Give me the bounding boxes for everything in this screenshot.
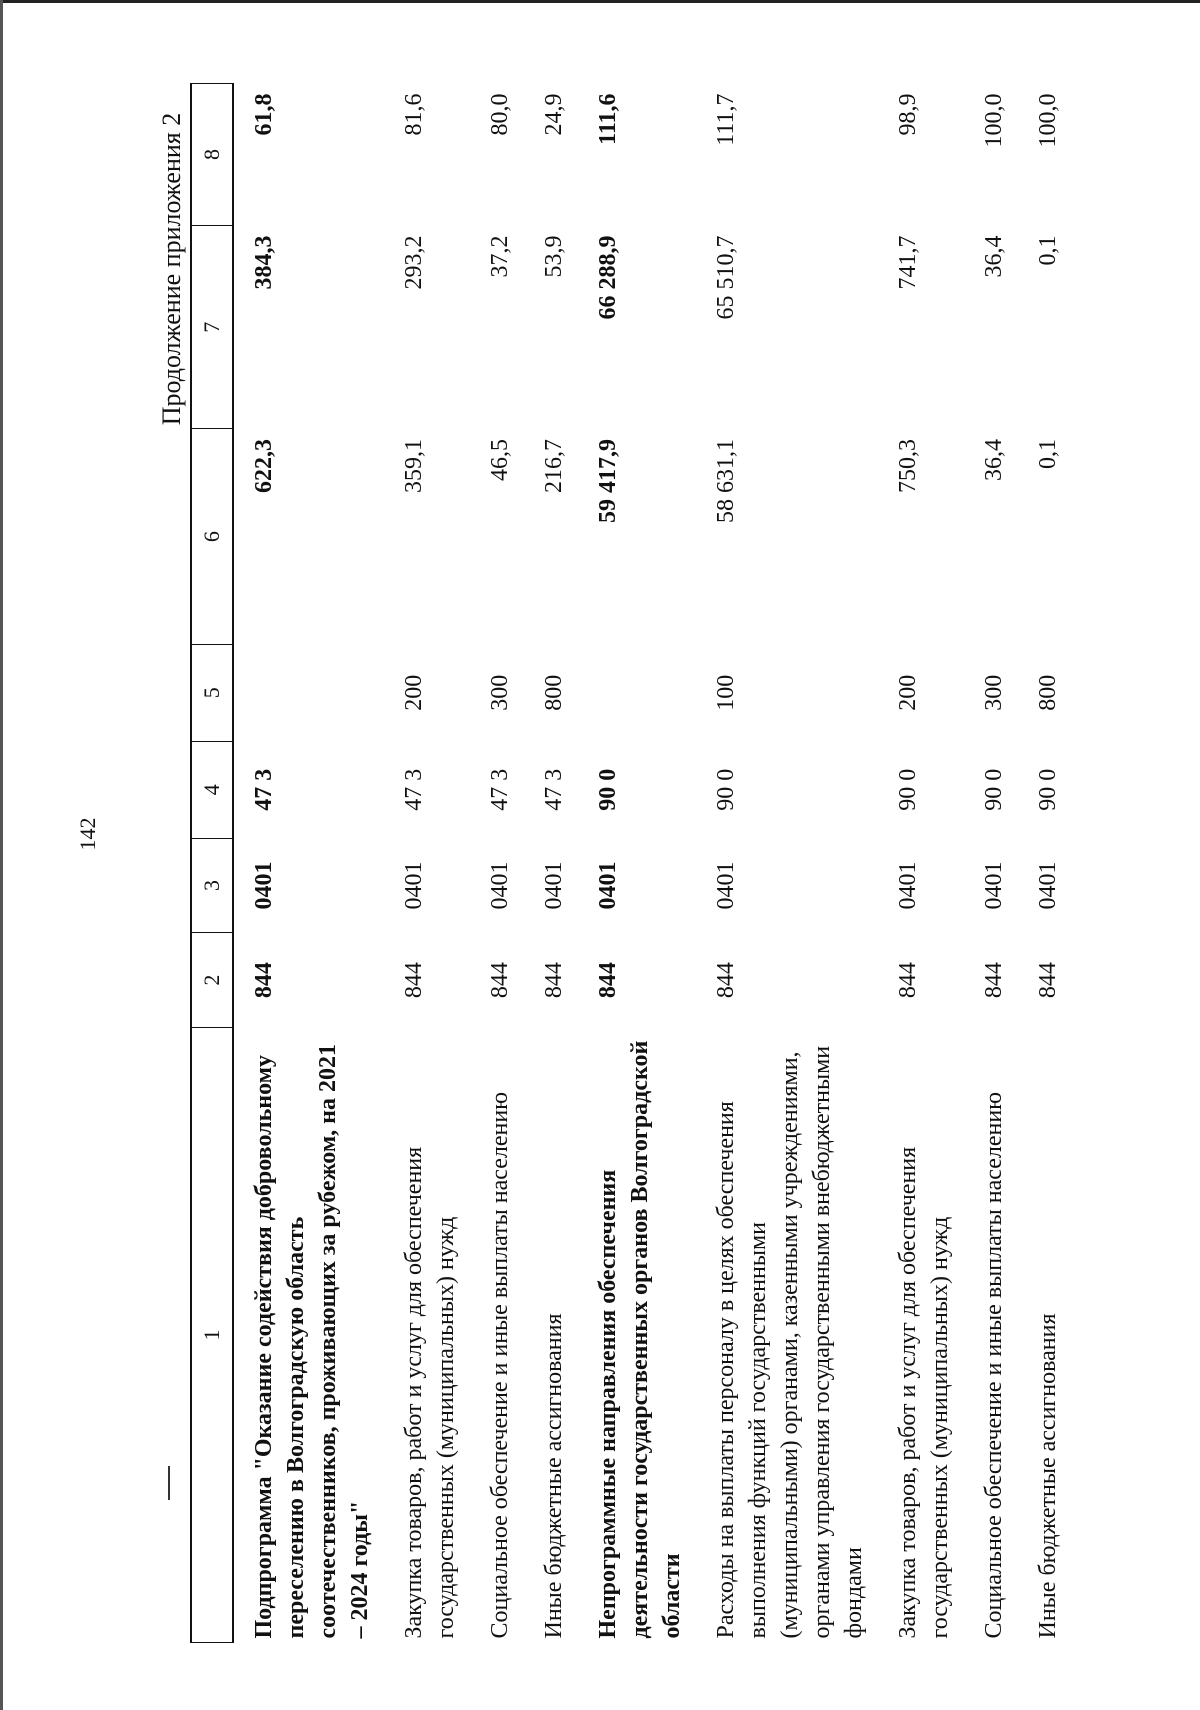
scan-edge-left [0,0,3,1710]
cell-code-2: 844 [401,962,427,999]
cell-code-5: 200 [895,674,921,711]
cell-code-4: 47 3 [487,768,513,811]
column-header: 3 [191,838,233,933]
column-header: 4 [191,741,233,838]
cell-code-4: 47 3 [401,768,427,811]
cell-value-6: 46,5 [487,438,513,481]
cell-value-7: 384,3 [251,235,277,290]
cell-code-3: 0401 [487,861,513,910]
column-header: 8 [191,84,233,226]
cell-code-4: 90 0 [1035,768,1061,811]
table-row [578,84,696,1643]
cell-code-4: 90 0 [595,768,621,811]
cell-value-7: 37,2 [487,235,513,278]
cell-code-4: 90 0 [895,768,921,811]
appendix-continuation-note: Продолжение приложения 2 [157,112,186,426]
cell-code-5 [233,644,384,741]
cell-code-2: 844 [981,962,1007,999]
cell-code-5: 300 [981,674,1007,711]
cell-value-8: 80,0 [487,93,513,136]
cell-code-5: 200 [401,674,427,711]
cell-value-7: 0,1 [1035,235,1061,266]
cell-code-3: 0401 [713,861,739,910]
table-row [696,84,878,1643]
cell-code-3: 0401 [595,861,621,910]
cell-code-3: 0401 [1035,861,1061,910]
cell-value-7: 741,7 [895,235,921,290]
cell-value-6: 36,4 [981,438,1007,481]
cell-value-8: 111,6 [595,93,621,145]
cell-value-8: 100,0 [981,93,1007,148]
row-label: Социальное обеспечение и иные выплаты населению [487,1091,513,1639]
cell-code-3: 0401 [981,861,1007,910]
cell-code-5: 300 [487,674,513,711]
table-row [233,84,384,1643]
row-label: Иные бюджетные ассигнования [1035,1313,1061,1639]
table-row [470,84,524,1643]
column-header: 6 [191,429,233,644]
row-label: Подпрограмма "Оказание содействия добровольному переселению в Волгоградскую область соотечественников, проживающих за рубежом, на 2021 – 2024 годы" [251,1044,373,1639]
cell-value-7: 66 288,9 [595,235,621,320]
cell-value-8: 81,6 [401,93,427,136]
scan-mark [168,1466,170,1500]
cell-value-7: 65 510,7 [713,235,739,320]
cell-code-3: 0401 [895,861,921,910]
table-body [233,84,1072,1643]
budget-table [190,83,1072,1643]
cell-code-3: 0401 [251,861,277,910]
column-header: 1 [191,1027,233,1642]
row-label: Социальное обеспечение и иные выплаты населению [981,1091,1007,1639]
column-header: 2 [191,933,233,1028]
cell-code-5: 800 [541,674,567,711]
cell-code-2: 844 [487,962,513,999]
cell-code-5: 800 [1035,674,1061,711]
column-header: 5 [191,644,233,741]
cell-value-6: 59 417,9 [595,438,621,523]
table-row [384,84,470,1643]
cell-value-8: 98,9 [895,93,921,136]
cell-code-2: 844 [895,962,921,999]
page-number: 142 [75,817,100,851]
row-label: Непрограммные направления обеспечения деятельности государственных органов Волгоградской области [595,1040,685,1639]
cell-code-2: 844 [541,962,567,999]
cell-code-2: 844 [713,962,739,999]
cell-value-7: 293,2 [401,235,427,290]
cell-code-4: 90 0 [713,768,739,811]
scan-edge-top [0,0,1200,3]
cell-value-8: 100,0 [1035,93,1061,148]
cell-code-4: 47 3 [251,768,277,811]
row-label: Закупка товаров, работ и услуг для обеспечения государственных (муниципальных) нужд [401,1146,459,1639]
row-label: Иные бюджетные ассигнования [541,1313,567,1639]
cell-code-4: 47 3 [541,768,567,811]
cell-code-2: 844 [595,962,621,999]
cell-value-6: 750,3 [895,438,921,493]
table-row [964,84,1018,1643]
cell-code-5 [578,644,696,741]
cell-code-2: 844 [1035,962,1061,999]
cell-value-6: 58 631,1 [713,438,739,523]
cell-value-8: 61,8 [251,93,277,136]
cell-code-2: 844 [251,962,277,999]
cell-code-3: 0401 [401,861,427,910]
cell-code-3: 0401 [541,861,567,910]
column-header: 7 [191,226,233,429]
cell-value-8: 111,7 [713,93,739,146]
rotated-table-container [190,83,1110,1643]
row-label: Расходы на выплаты персоналу в целях обеспечения выполнения функций государственными (муниципальными) органами, казенными учреждениями, органами управления государственными внебюджетными фондами [713,1045,867,1639]
cell-value-7: 36,4 [981,235,1007,278]
table-row [878,84,964,1643]
table-header-row [191,84,233,1643]
table-row [524,84,578,1643]
table-row [1018,84,1072,1643]
cell-value-7: 53,9 [541,235,567,278]
cell-value-8: 24,9 [541,93,567,136]
cell-value-6: 359,1 [401,438,427,493]
cell-code-4: 90 0 [981,768,1007,811]
cell-value-6: 622,3 [251,438,277,493]
row-label: Закупка товаров, работ и услуг для обеспечения государственных (муниципальных) нужд [895,1146,953,1639]
cell-code-5: 100 [713,674,739,711]
cell-value-6: 0,1 [1035,438,1061,469]
cell-value-6: 216,7 [541,438,567,493]
